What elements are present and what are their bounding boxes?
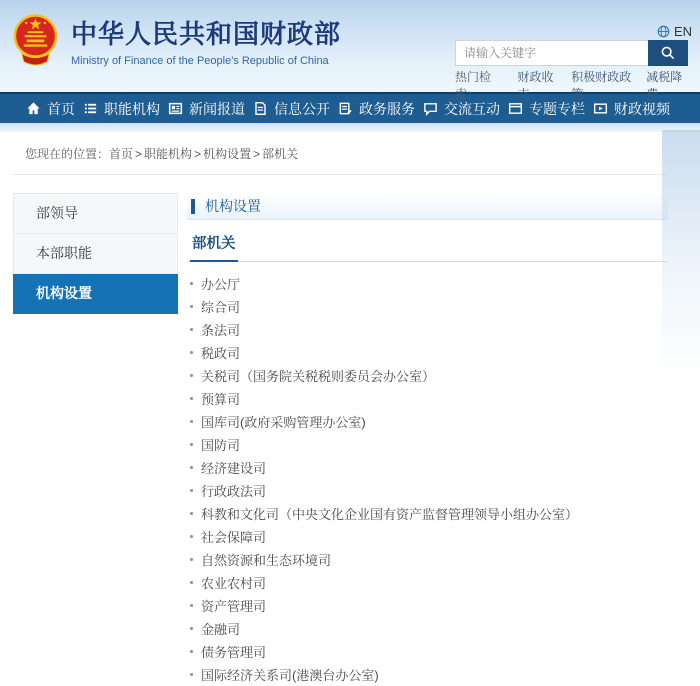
breadcrumb-label: 您现在的位置： [25,147,110,161]
department-link[interactable]: 自然资源和生态环境司 [190,548,668,571]
nav-item-service[interactable] [338,99,415,119]
bullet-icon [190,581,193,584]
nav-item-label: 政务服务 [359,100,415,117]
department-link[interactable]: 办公厅 [190,272,668,295]
nav-item-label: 专题专栏 [529,100,585,117]
department-link[interactable]: 条法司 [190,318,668,341]
department-list [190,272,668,686]
hot-search-link[interactable]: 积极财政政策 [571,70,632,101]
document-icon [253,101,268,116]
content-container [13,132,668,686]
sidebar-menu [13,193,178,314]
bullet-icon [190,535,193,538]
search-box [455,40,688,66]
department-link[interactable]: 国防司 [190,433,668,456]
site-logo[interactable] [12,9,341,71]
bullet-icon [190,650,193,653]
sidebar-item-leaders[interactable]: 部领导 [13,194,178,234]
search-button[interactable] [648,40,688,66]
department-link[interactable]: 资产管理司 [190,594,668,617]
english-version-label: EN [673,24,692,39]
hot-search-link[interactable]: 减税降费 [646,70,683,101]
nav-item-home[interactable] [26,99,75,119]
bullet-icon [190,512,193,515]
right-cloud-decoration [662,130,700,380]
sidebar [13,193,178,686]
bullet-icon [190,558,193,561]
bullet-icon [190,397,193,400]
sidebar-item-organization[interactable]: 机构设置 [13,274,178,314]
breadcrumb-separator: > [135,147,143,161]
site-subtitle: Ministry of Finance of the People's Republic of China [71,54,329,67]
department-link[interactable]: 关税司（国务院关税税则委员会办公室） [190,364,668,387]
department-link[interactable]: 社会保障司 [190,525,668,548]
breadcrumb-path [109,147,298,161]
bullet-icon [190,489,193,492]
newspaper-icon [168,101,183,116]
english-version-link[interactable] [657,24,692,39]
site-header [0,0,700,101]
brand-text [71,14,341,67]
bullet-icon [190,305,193,308]
breadcrumb-separator: > [194,147,202,161]
search-input[interactable] [455,40,648,66]
nav-item-info[interactable] [253,99,330,119]
bullet-icon [190,282,193,285]
breadcrumb-separator: > [253,147,261,161]
hot-search-links [517,68,700,102]
bullet-icon [190,328,193,331]
national-emblem-icon [12,9,59,71]
nav-item-label: 财政视频 [614,100,670,117]
breadcrumb-link[interactable]: 职能机构 [144,147,193,161]
department-link[interactable]: 债务管理司 [190,640,668,663]
nav-item-label: 新闻报道 [189,100,245,117]
nav-item-label: 职能机构 [104,100,160,117]
department-link[interactable]: 经济建设司 [190,456,668,479]
breadcrumb-link[interactable]: 部机关 [262,147,299,161]
department-link[interactable]: 综合司 [190,295,668,318]
department-link[interactable]: 预算司 [190,387,668,410]
department-link[interactable]: 国库司(政府采购管理办公室) [190,410,668,433]
nav-item-label: 交流互动 [444,100,500,117]
section-marker-bar [191,199,195,214]
department-link[interactable]: 科教和文化司（中央文化企业国有资产监督管理领导小组办公室） [190,502,668,525]
sidebar-item-functions[interactable]: 本部职能 [13,234,178,274]
breadcrumb-link[interactable]: 机构设置 [203,147,252,161]
site-title: 中华人民共和国财政部 [71,18,342,49]
chat-icon [423,101,438,116]
bullet-icon [190,604,193,607]
department-link[interactable]: 行政政法司 [190,479,668,502]
nav-item-organization[interactable] [83,99,160,119]
department-link[interactable]: 金融司 [190,617,668,640]
tab-row [187,232,668,262]
bullet-icon [190,351,193,354]
department-link[interactable]: 国际经济关系司(港澳台办公室) [190,663,668,686]
nav-item-news[interactable] [168,99,245,119]
breadcrumb-link[interactable]: 首页 [109,147,134,161]
content-columns [13,193,668,686]
home-icon [26,101,41,116]
breadcrumb [13,132,668,175]
department-link[interactable]: 农业农村司 [190,571,668,594]
nav-item-label: 首页 [47,100,75,117]
main-panel [187,193,668,686]
department-link[interactable]: 税政司 [190,341,668,364]
bullet-icon [190,420,193,423]
tab-departments[interactable]: 部机关 [190,232,238,262]
bullet-icon [190,374,193,377]
video-icon [593,101,608,116]
hot-search-link[interactable]: 财政收支 [517,70,554,101]
section-title: 机构设置 [205,198,261,214]
window-icon [508,101,523,116]
nav-bottom-strip [0,123,700,132]
globe-icon [657,25,670,38]
bullet-icon [190,627,193,630]
bullet-icon [190,673,193,676]
bullet-icon [190,443,193,446]
clipboard-icon [338,101,353,116]
hot-search-label: 热门检索： [455,70,492,101]
hot-search-row [455,68,700,102]
nav-item-label: 信息公开 [274,100,330,117]
bullet-icon [190,466,193,469]
list-icon [83,101,98,116]
section-header [187,193,668,220]
search-icon [660,45,676,61]
